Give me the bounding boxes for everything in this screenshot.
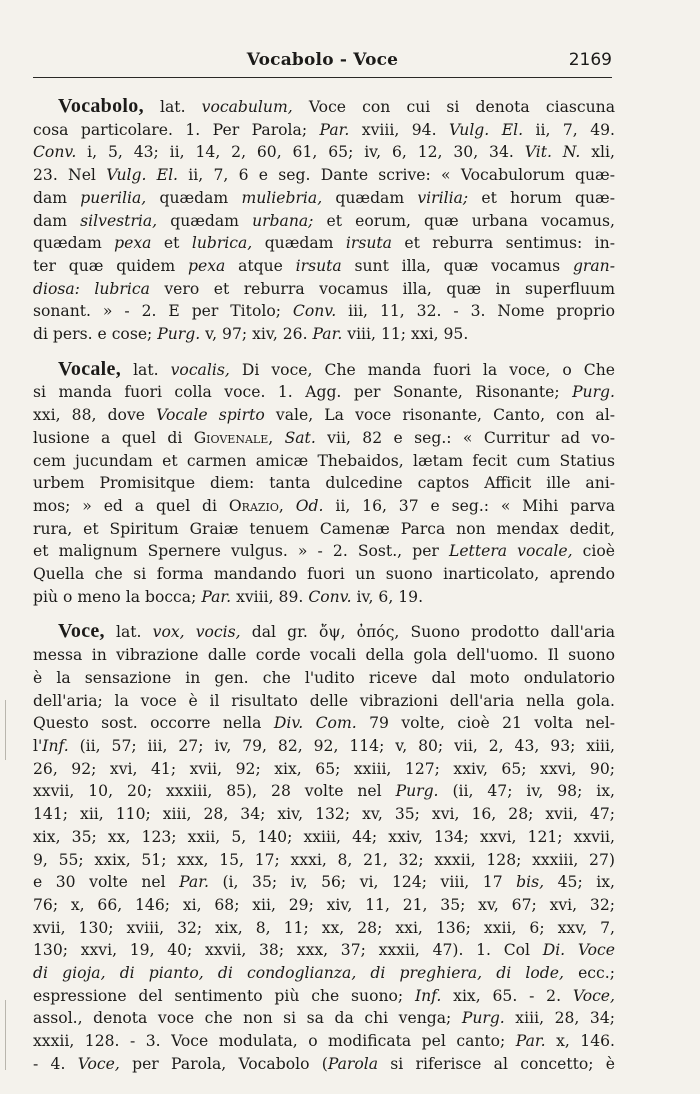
entry-line: xix, 35; xx, 123; xxii, 5, 140; xxiii, 44; xxiv, 134; xxvi, 121; xxvii, bbox=[33, 827, 615, 846]
entry-line: xxvii, 10, 20; xxxiii, 85), 28 volte nel Purg. (ii, 47; iv, 98; ix, bbox=[33, 782, 615, 801]
entry-line: è la sensazione in gen. che l'udito riceve dal moto ondulatorio bbox=[33, 668, 615, 687]
binding-edge-mark bbox=[5, 1000, 6, 1070]
entry-line: sonant. » - 2. E per Titolo; Conv. iii, 11, 32. - 3. Nome proprio bbox=[33, 302, 615, 321]
entry-line: Conv. i, 5, 43; ii, 14, 2, 60, 61, 65; iv, 6, 12, 30, 34. Vit. N. xli, bbox=[33, 143, 615, 162]
entry-line: di gioja, di pianto, di condoglianza, di preghiera, di lode, ecc.; bbox=[33, 964, 615, 983]
entry-line: 26, 92; xvi, 41; xvii, 92; xix, 65; xxiii, 127; xxiv, 65; xxvi, 90; bbox=[33, 759, 615, 778]
entry-line: cem jucundam et carmen amicæ Thebaidos, lætam fecit cum Statius bbox=[33, 451, 615, 470]
entry-line: mos; » ed a quel di Orazio, Od. ii, 16, 37 e seg.: « Mihi parva bbox=[33, 496, 615, 515]
entry-line: l'Inf. (ii, 57; iii, 27; iv, 79, 82, 92, 114; v, 80; vii, 2, 43, 93; xiii, bbox=[33, 736, 615, 755]
entry-line: Questo sost. occorre nella Div. Com. 79 volte, cioè 21 volta nel- bbox=[33, 714, 615, 733]
entry-line: quædam pexa et lubrica, quædam irsuta et reburra sentimus: in- bbox=[33, 234, 615, 253]
headword: Vocabolo, bbox=[58, 95, 144, 117]
entry-line: messa in vibrazione dalle corde vocali della gola dell'uomo. Il suono bbox=[33, 646, 615, 665]
entry-line: di pers. e cose; Purg. v, 97; xiv, 26. Par. viii, 11; xxi, 95. bbox=[33, 325, 469, 344]
entry-line: dell'aria; la voce è il risultato delle vibrazioni dell'aria nella gola. bbox=[33, 691, 615, 710]
entry-line: assol., denota voce che non si sa da chi venga; Purg. xiii, 28, 34; bbox=[33, 1009, 616, 1028]
entry-line: si manda fuori colla voce. 1. Agg. per Sonante, Risonante; Purg. bbox=[33, 383, 615, 402]
entry-line: diosa: lubrica vero et reburra vocamus illa, quæ in superfluum bbox=[33, 279, 615, 298]
entry-line: 141; xii, 110; xiii, 28, 34; xiv, 132; xv, 35; xvi, 16, 28; xvii, 47; bbox=[33, 805, 615, 824]
entry-line: urbem Promisitque diem: tanta dulcedine captos Afficit ille ani- bbox=[33, 474, 615, 493]
entry-line: espressione del sentimento più che suono; Inf. xix, 65. - 2. Voce, bbox=[33, 986, 615, 1005]
entry-line: 76; x, 66, 146; xi, 68; xii, 29; xiv, 11, 21, 35; xv, 67; xvi, 32; bbox=[33, 895, 615, 914]
entry-line: più o meno la bocca; Par. xviii, 89. Conv. iv, 6, 19. bbox=[33, 587, 424, 606]
entry-line: ter quæ quidem pexa atque irsuta sunt illa, quæ vocamus gran- bbox=[33, 256, 615, 275]
entry-line: dam silvestria, quædam urbana; et eorum, quæ urbana vocamus, bbox=[33, 211, 616, 230]
entry-line: Quella che si forma mandando fuori un suono inarticolato, aprendo bbox=[33, 565, 615, 584]
entry-line: xxi, 88, dove Vocale spirto vale, La voce risonante, Canto, con al- bbox=[33, 406, 615, 425]
entry-line: Vocale, lat. vocalis, Di voce, Che manda fuori la voce, o Che bbox=[58, 357, 615, 380]
entry-line: e 30 volte nel Par. (i, 35; iv, 56; vi, 124; viii, 17 bis, 45; ix, bbox=[33, 873, 616, 892]
entry-line: - 4. Voce, per Parola, Vocabolo (Parola si riferisce al concetto; è bbox=[33, 1054, 616, 1073]
entry-line: 130; xxvi, 19, 40; xxvii, 38; xxx, 37; xxxii, 47). 1. Col Di. Voce bbox=[33, 941, 615, 960]
entry-line: Voce, lat. vox, vocis, dal gr. ὄψ, ὀπός, Suono prodotto dall'aria bbox=[58, 620, 616, 643]
entry-line: xxxii, 128. - 3. Voce modulata, o modificata pel canto; Par. x, 146. bbox=[33, 1032, 616, 1051]
entry-line: lusione a quel di Giovenale, Sat. vii, 82 e seg.: « Curritur ad vo- bbox=[33, 428, 615, 447]
entry-line: 9, 55; xxix, 51; xxx, 15, 17; xxxi, 8, 21, 32; xxxii, 128; xxxiii, 27) bbox=[33, 850, 615, 869]
dictionary-text bbox=[33, 95, 615, 1088]
page-number: 2169 bbox=[568, 50, 612, 70]
header-rule bbox=[33, 77, 612, 78]
headword: Vocale, bbox=[58, 357, 122, 380]
entry-line: cosa particolare. 1. Per Parola; Par. xviii, 94. Vulg. El. ii, 7, 49. bbox=[33, 120, 615, 139]
running-title: Vocabolo - Voce bbox=[246, 50, 399, 70]
entry-line: Vocabolo, lat. vocabulum, Voce con cui si denota ciascuna bbox=[58, 95, 615, 117]
entry-vocabolo bbox=[33, 95, 615, 346]
entry-line: xvii, 130; xviii, 32; xix, 8, 11; xx, 28; xxi, 136; xxii, 6; xxv, 7, bbox=[33, 918, 615, 937]
page-header bbox=[33, 50, 612, 74]
binding-edge-mark bbox=[5, 700, 6, 760]
entry-vocale bbox=[33, 358, 615, 609]
entry-line: et malignum Spernere vulgus. » - 2. Sost., per Lettera vocale, cioè bbox=[33, 542, 615, 561]
entry-line: dam puerilia, quædam muliebria, quædam virilia; et horum quæ- bbox=[33, 188, 615, 207]
entry-line: 23. Nel Vulg. El. ii, 7, 6 e seg. Dante scrive: « Vocabulorum quæ- bbox=[33, 166, 615, 185]
headword: Voce, bbox=[58, 620, 105, 643]
entry-voce bbox=[33, 620, 615, 1075]
entry-line: rura, et Spiritum Graiæ tenuem Camenæ Parca non mendax dedit, bbox=[33, 519, 615, 538]
